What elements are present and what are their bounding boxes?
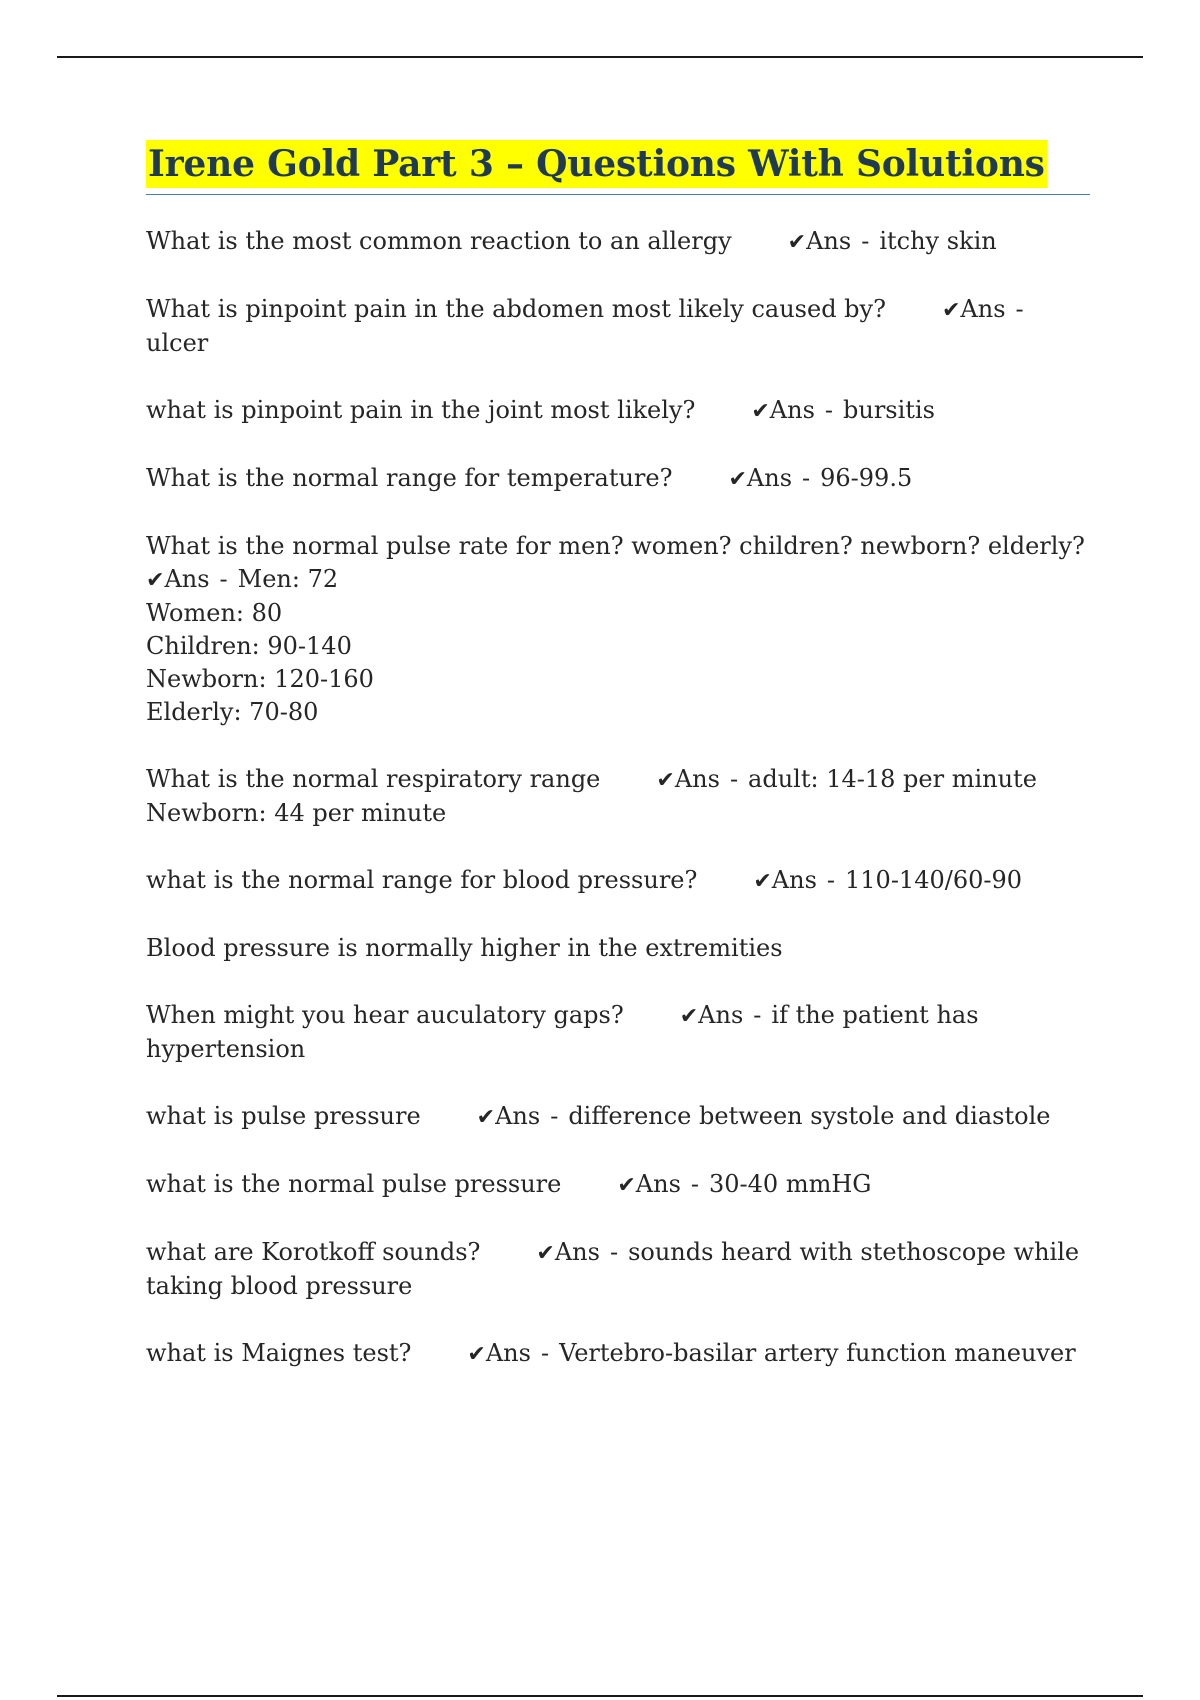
answer-label: Ans	[771, 866, 817, 894]
checkmark-icon: ✔	[787, 230, 807, 255]
answer-label: Ans	[806, 227, 852, 255]
checkmark-icon: ✔	[728, 467, 747, 492]
qa-item	[146, 1168, 1090, 1202]
question-text: what is the normal pulse pressure	[146, 1170, 562, 1198]
qa-item	[146, 864, 1090, 898]
statement-item	[146, 932, 1090, 965]
page-title: Irene Gold Part 3 – Questions With Solutions	[146, 140, 1047, 188]
question-text: When might you hear auculatory gaps?	[146, 1001, 624, 1029]
answer-separator: -	[609, 1238, 619, 1266]
answer-text: bursitis	[843, 396, 935, 424]
answer-label: Ans	[746, 464, 793, 492]
answer-line: taking blood pressure	[146, 1272, 413, 1300]
answer-separator: -	[753, 1001, 762, 1029]
question-text: What is the normal pulse rate for men? women? children? newborn? elderly?	[146, 532, 1085, 560]
checkmark-icon: ✔	[146, 568, 165, 593]
answer-line: hypertension	[146, 1035, 306, 1063]
checkmark-icon: ✔	[536, 1241, 555, 1266]
answer-separator: -	[219, 565, 228, 593]
answer-label: Ans	[635, 1170, 681, 1198]
answer-line: Newborn: 120-160	[146, 665, 374, 693]
qa-item	[146, 763, 1090, 830]
answer-separator: -	[550, 1102, 559, 1130]
answer-label: Ans	[164, 565, 210, 593]
answer-label: Ans	[960, 295, 1006, 323]
statement-text: Blood pressure is normally higher in the extremities	[146, 934, 783, 962]
qa-item	[146, 1337, 1090, 1371]
bottom-rule	[57, 1695, 1143, 1697]
checkmark-icon: ✔	[467, 1342, 486, 1367]
checkmark-icon: ✔	[753, 869, 772, 894]
answer-text: 96-99.5	[820, 464, 913, 492]
answer-separator: -	[1015, 295, 1024, 323]
answer-text: itchy skin	[879, 227, 997, 255]
answer-text: 30-40 mmHG	[709, 1170, 872, 1198]
qa-item	[146, 1236, 1090, 1303]
answer-label: Ans	[674, 765, 720, 793]
checkmark-icon: ✔	[476, 1105, 496, 1130]
qa-item	[146, 462, 1090, 496]
answer-text: Vertebro-basilar artery function maneuver	[559, 1339, 1076, 1367]
answer-separator: -	[861, 227, 870, 255]
checkmark-icon: ✔	[617, 1173, 636, 1198]
checkmark-icon: ✔	[941, 298, 961, 323]
question-text: what is pinpoint pain in the joint most likely?	[146, 396, 696, 424]
answer-line: Elderly: 70-80	[146, 698, 319, 726]
answer-text: difference between systole and diastole	[568, 1102, 1051, 1130]
answer-separator: -	[729, 765, 739, 793]
answer-text: ulcer	[146, 329, 209, 357]
answer-label: Ans	[485, 1339, 531, 1367]
answer-text: Men: 72	[237, 565, 339, 593]
answer-separator: -	[824, 396, 833, 424]
answer-line: Newborn: 44 per minute	[146, 799, 447, 827]
answer-separator: -	[690, 1170, 699, 1198]
answer-line: Women: 80	[146, 599, 283, 627]
answer-label: Ans	[495, 1102, 541, 1130]
checkmark-icon: ✔	[656, 768, 675, 793]
answer-line: Children: 90-140	[146, 632, 352, 660]
question-text: what is pulse pressure	[146, 1102, 421, 1130]
answer-separator: -	[826, 866, 836, 894]
answer-text: 110-140/60-90	[845, 866, 1023, 894]
question-text: What is pinpoint pain in the abdomen most likely caused by?	[146, 295, 886, 323]
qa-item	[146, 394, 1090, 428]
checkmark-icon: ✔	[679, 1004, 699, 1029]
qa-item	[146, 999, 1090, 1066]
qa-item	[146, 1100, 1090, 1134]
qa-item	[146, 530, 1090, 729]
answer-separator: -	[802, 464, 811, 492]
answer-label: Ans	[769, 396, 815, 424]
question-text: what are Korotkoff sounds?	[146, 1238, 481, 1266]
answer-label: Ans	[554, 1238, 600, 1266]
answer-label: Ans	[698, 1001, 744, 1029]
question-text: What is the most common reaction to an allergy	[146, 227, 732, 255]
question-text: What is the normal range for temperature?	[146, 464, 673, 492]
checkmark-icon: ✔	[751, 399, 770, 424]
title-underline	[146, 140, 1090, 195]
answer-text: if the patient has	[771, 1001, 979, 1029]
qa-item	[146, 225, 1090, 259]
answer-separator: -	[540, 1339, 550, 1367]
question-text: What is the normal respiratory range	[146, 765, 601, 793]
top-rule	[57, 56, 1143, 58]
answer-text: sounds heard with stethoscope while	[628, 1238, 1080, 1266]
answer-text: adult: 14-18 per minute	[748, 765, 1037, 793]
question-text: what is Maignes test?	[146, 1339, 412, 1367]
question-text: what is the normal range for blood pressure?	[146, 866, 698, 894]
document-body	[146, 140, 1090, 1405]
qa-item	[146, 293, 1090, 360]
